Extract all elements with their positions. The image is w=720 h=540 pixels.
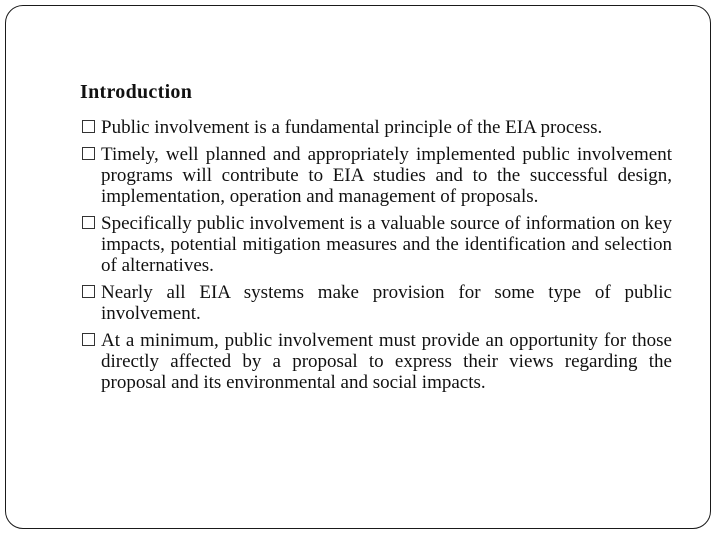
bullet-item [80,213,672,276]
bullet-text: Public involvement is a fundamental principle of the EIA process. [101,117,603,138]
bullet-item [80,330,672,393]
checkbox-outline-icon [82,285,95,298]
checkbox-outline-icon [82,120,95,133]
bullet-item [80,144,672,207]
bullet-item [80,117,672,138]
bullet-list [80,117,672,399]
bullet-text: Nearly all EIA systems make provision for some type of public involvement. [101,282,672,324]
bullet-text: Timely, well planned and appropriately implemented public involvement programs will contribute to EIA studies and to the successful design, implementation, operation and management of proposals. [101,144,672,207]
checkbox-outline-icon [82,216,95,229]
bullet-text: Specifically public involvement is a valuable source of information on key impacts, potential mitigation measures and the identification and selection of alternatives. [101,213,672,276]
slide-title: Introduction [80,81,193,103]
bullet-item [80,282,672,324]
checkbox-outline-icon [82,333,95,346]
bullet-text: At a minimum, public involvement must provide an opportunity for those directly affected by a proposal to express their views regarding the proposal and its environmental and social impacts. [101,330,672,393]
checkbox-outline-icon [82,147,95,160]
